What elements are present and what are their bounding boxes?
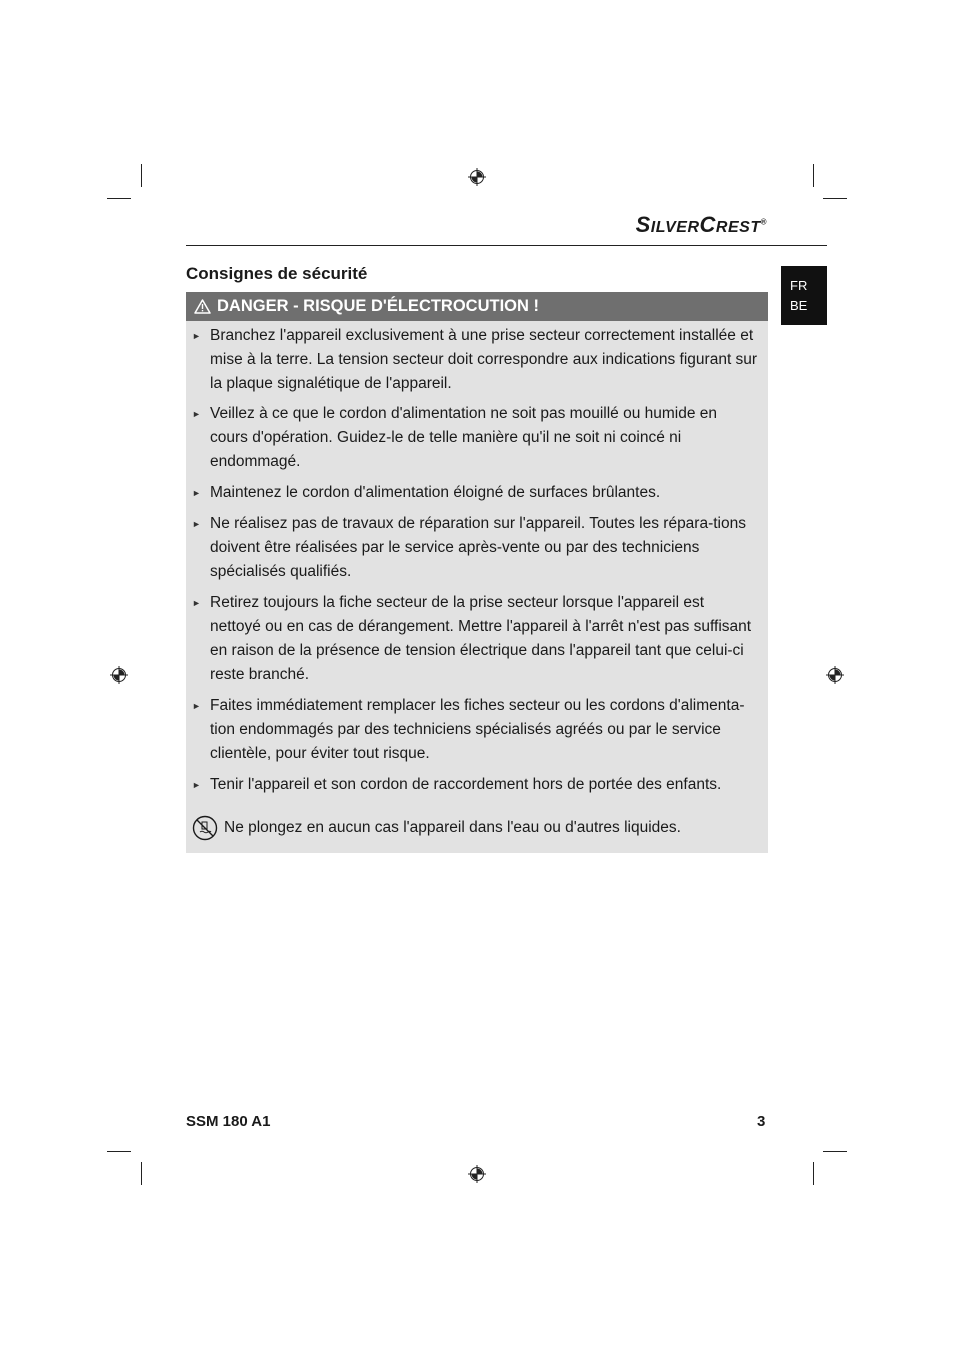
no-immersion-text: Ne plongez en aucun cas l'appareil dans l'eau ou d'autres liquides. — [224, 819, 681, 836]
brand-logo — [636, 212, 767, 238]
crop-mark — [823, 198, 847, 199]
header-rule — [186, 245, 827, 246]
registration-mark-icon — [468, 1165, 486, 1183]
list-item-text: Ne réalisez pas de travaux de réparation sur l'appareil. Toutes les répara-tions doivent être réalisées par le service après-vente ou par des techniciens spécialisés qualifiés. — [210, 515, 746, 580]
warning-box — [186, 292, 768, 853]
crop-mark — [107, 1151, 131, 1152]
crop-mark — [141, 1162, 142, 1185]
language-tab — [781, 266, 827, 325]
language-code: FR — [790, 278, 808, 293]
crop-mark — [813, 1162, 814, 1185]
list-item-text: Veillez à ce que le cordon d'alimentation ne soit pas mouillé ou humide en cours d'opération. Guidez-le de telle manière qu'il ne soit ni coincé ni endommagé. — [210, 405, 718, 470]
registration-mark-icon — [110, 666, 128, 684]
list-item-text: Faites immédiatement remplacer les fiches secteur ou les cordons d'alimenta-tion endommagés par des techniciens spécialisés agréés ou par le service clientèle, pour éviter tout risque. — [210, 697, 745, 762]
registered-mark: ® — [760, 217, 767, 227]
crop-mark — [107, 198, 131, 199]
brand-letters: REST — [715, 219, 761, 236]
list-item-text: Tenir l'appareil et son cordon de raccordement hors de portée des enfants. — [210, 776, 722, 793]
bullet-arrow-icon: ► — [192, 331, 201, 341]
brand-letters: ILVER — [650, 219, 700, 236]
crop-mark — [813, 164, 814, 187]
brand-letter: C — [699, 212, 716, 237]
list-item-text: Branchez l'appareil exclusivement à une prise secteur correctement installée et mise à la terre. La tension secteur doit correspondre aux indications figurant sur la plaque signalétique de l'appareil. — [210, 327, 758, 392]
list-item-text: Maintenez le cordon d'alimentation éloigné de surfaces brûlantes. — [210, 484, 661, 501]
warning-triangle-icon — [194, 299, 211, 314]
model-number: SSM 180 A1 — [186, 1113, 271, 1130]
registration-mark-icon — [468, 168, 486, 186]
bullet-arrow-icon: ► — [192, 701, 201, 711]
section-title: Consignes de sécurité — [186, 264, 368, 283]
crop-mark — [141, 164, 142, 187]
bullet-arrow-icon: ► — [192, 598, 201, 608]
page-number: 3 — [757, 1113, 766, 1130]
language-code: BE — [790, 298, 808, 313]
warning-header — [186, 292, 768, 321]
warning-title: DANGER - RISQUE D'ÉLECTROCUTION ! — [217, 297, 540, 315]
no-immersion-icon — [192, 815, 218, 841]
bullet-arrow-icon: ► — [192, 409, 201, 419]
no-immersion-notice — [190, 814, 762, 842]
bullet-arrow-icon: ► — [192, 519, 201, 529]
crop-mark — [823, 1151, 847, 1152]
brand-letter: S — [635, 212, 651, 237]
list-item-text: Retirez toujours la fiche secteur de la prise secteur lorsque l'appareil est nettoyé ou en cas de dérangement. Mettre l'appareil à l'arrêt n'est pas suffisant en raison de la présence de tension électrique dans l'appareil tant que celui-ci reste branché. — [210, 594, 752, 683]
registration-mark-icon — [826, 666, 844, 684]
bullet-arrow-icon: ► — [192, 780, 201, 790]
bullet-arrow-icon: ► — [192, 488, 201, 498]
